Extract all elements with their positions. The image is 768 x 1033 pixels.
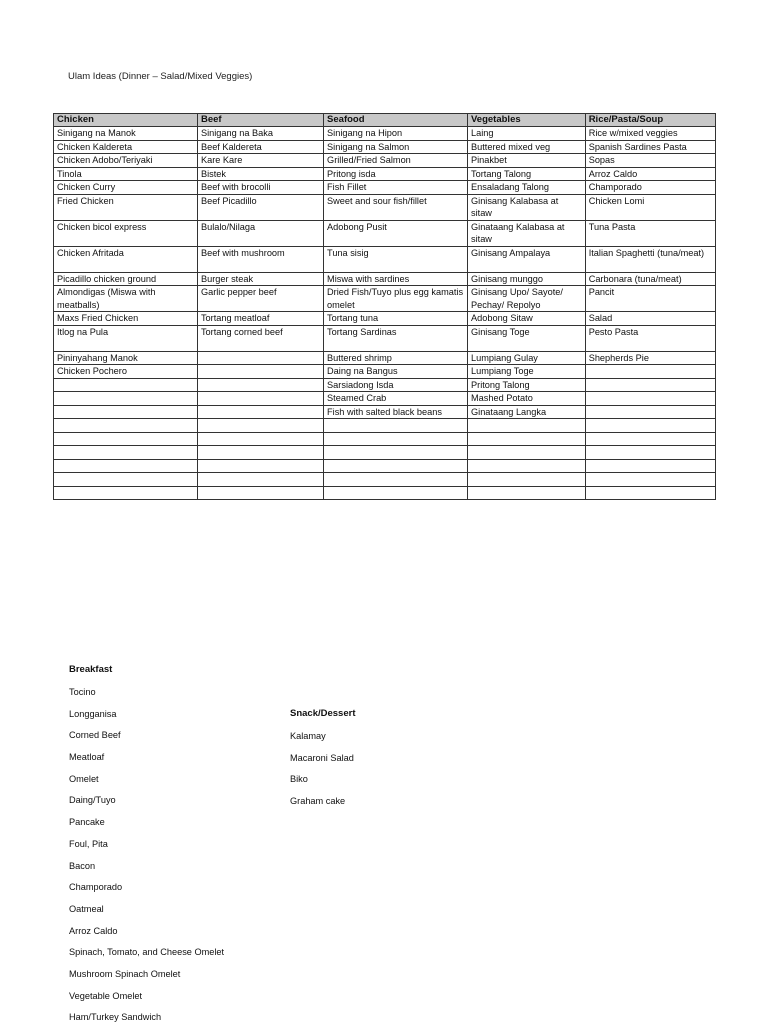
table-cell — [54, 405, 198, 419]
table-cell — [468, 446, 586, 460]
breakfast-item: Bacon — [69, 860, 96, 871]
table-row — [54, 194, 716, 220]
table-cell: Adobong Pusit — [324, 220, 468, 246]
table-cell — [468, 486, 586, 500]
table-cell: Spanish Sardines Pasta — [585, 140, 715, 154]
table-cell: Lumpiang Gulay — [468, 351, 586, 365]
table-cell — [585, 459, 715, 473]
table-cell — [324, 486, 468, 500]
table-row — [54, 419, 716, 433]
table-cell — [197, 378, 323, 392]
table-cell — [585, 392, 715, 406]
table-cell: Almondigas (Miswa with meatballs) — [54, 286, 198, 312]
table-cell — [54, 432, 198, 446]
table-cell: Pancit — [585, 286, 715, 312]
table-cell: Lumpiang Toge — [468, 365, 586, 379]
table-cell — [585, 432, 715, 446]
table-cell: Sinigang na Salmon — [324, 140, 468, 154]
table-cell — [324, 432, 468, 446]
breakfast-item: Corned Beef — [69, 730, 121, 741]
table-cell — [54, 378, 198, 392]
table-cell: Steamed Crab — [324, 392, 468, 406]
table-cell: Beef Kaldereta — [197, 140, 323, 154]
breakfast-item: Vegetable Omelet — [69, 990, 143, 1001]
table-cell: Sinigang na Hipon — [324, 127, 468, 141]
breakfast-item: Mushroom Spinach Omelet — [69, 968, 181, 979]
table-cell — [54, 446, 198, 460]
table-cell — [54, 459, 198, 473]
table-cell — [585, 405, 715, 419]
table-row — [54, 286, 716, 312]
table-cell: Sarsiadong Isda — [324, 378, 468, 392]
table-row — [54, 220, 716, 246]
table-row — [54, 140, 716, 154]
breakfast-item: Champorado — [69, 882, 123, 893]
table-cell — [54, 486, 198, 500]
table-cell: Chicken Lomi — [585, 194, 715, 220]
table-cell: Ginisang munggo — [468, 272, 586, 286]
table-cell — [585, 473, 715, 487]
breakfast-item: Pancake — [69, 817, 105, 828]
breakfast-item: Meatloaf — [69, 752, 105, 763]
table-cell: Dried Fish/Tuyo plus egg kamatis omelet — [324, 286, 468, 312]
table-cell — [468, 432, 586, 446]
table-cell: Italian Spaghetti (tuna/meat) — [585, 246, 715, 272]
table-cell: Ginisang Upo/ Sayote/ Pechay/ Repolyo — [468, 286, 586, 312]
table-cell — [54, 473, 198, 487]
table-row — [54, 325, 716, 351]
table-cell: Itlog na Pula — [54, 325, 198, 351]
table-cell: Salad — [585, 312, 715, 326]
table-cell — [585, 378, 715, 392]
table-cell — [324, 473, 468, 487]
breakfast-item: Ham/Turkey Sandwich — [69, 1012, 162, 1023]
table-row — [54, 351, 716, 365]
table-cell — [585, 486, 715, 500]
table-cell: Fish Fillet — [324, 181, 468, 195]
breakfast-item: Daing/Tuyo — [69, 795, 116, 806]
table-row — [54, 167, 716, 181]
table-cell — [197, 351, 323, 365]
table-cell — [197, 405, 323, 419]
table-cell: Chicken Adobo/Teriyaki — [54, 154, 198, 168]
ulam-ideas-table — [53, 113, 716, 500]
table-cell: Sopas — [585, 154, 715, 168]
table-cell — [197, 473, 323, 487]
table-cell: Ginataang Langka — [468, 405, 586, 419]
table-cell: Bulalo/Nilaga — [197, 220, 323, 246]
table-cell: Pinakbet — [468, 154, 586, 168]
table-cell: Tinola — [54, 167, 198, 181]
table-row — [54, 473, 716, 487]
table-row — [54, 405, 716, 419]
breakfast-item: Foul, Pita — [69, 838, 108, 849]
snack-dessert-item: Macaroni Salad — [290, 752, 354, 763]
table-cell: Champorado — [585, 181, 715, 195]
breakfast-item: Omelet — [69, 773, 99, 784]
table-cell: Pesto Pasta — [585, 325, 715, 351]
table-cell: Burger steak — [197, 272, 323, 286]
table-cell: Maxs Fried Chicken — [54, 312, 198, 326]
table-row — [54, 272, 716, 286]
table-cell — [197, 365, 323, 379]
table-cell: Kare Kare — [197, 154, 323, 168]
table-cell: Tortang tuna — [324, 312, 468, 326]
table-cell: Pininyahang Manok — [54, 351, 198, 365]
breakfast-list — [69, 686, 224, 1033]
table-cell: Pritong isda — [324, 167, 468, 181]
table-cell: Buttered shrimp — [324, 351, 468, 365]
table-cell — [54, 419, 198, 433]
snack-dessert-list — [290, 730, 354, 817]
table-cell: Pritong Talong — [468, 378, 586, 392]
table-header-row — [54, 114, 716, 127]
table-cell: Chicken Afritada — [54, 246, 198, 272]
table-cell: Fish with salted black beans — [324, 405, 468, 419]
table-cell: Mashed Potato — [468, 392, 586, 406]
table-row — [54, 486, 716, 500]
table-cell: Tuna Pasta — [585, 220, 715, 246]
table-cell — [197, 392, 323, 406]
table-row — [54, 181, 716, 195]
table-cell — [468, 459, 586, 473]
table-cell: Ginisang Kalabasa at sitaw — [468, 194, 586, 220]
table-cell: Picadillo chicken ground — [54, 272, 198, 286]
table-cell: Beef Picadillo — [197, 194, 323, 220]
breakfast-item: Arroz Caldo — [69, 925, 118, 936]
table-cell: Shepherds Pie — [585, 351, 715, 365]
breakfast-heading: Breakfast — [69, 664, 113, 675]
table-row — [54, 392, 716, 406]
table-cell: Carbonara (tuna/meat) — [585, 272, 715, 286]
table-cell — [585, 365, 715, 379]
table-cell: Garlic pepper beef — [197, 286, 323, 312]
header-rice-pasta-soup: Rice/Pasta/Soup — [585, 114, 715, 127]
table-cell — [197, 486, 323, 500]
table-cell: Ensaladang Talong — [468, 181, 586, 195]
table-cell — [585, 419, 715, 433]
table-cell — [197, 459, 323, 473]
header-chicken: Chicken — [54, 114, 198, 127]
table-cell: Tortang Talong — [468, 167, 586, 181]
table-cell: Tuna sisig — [324, 246, 468, 272]
table-cell: Ginataang Kalabasa at sitaw — [468, 220, 586, 246]
table-row — [54, 365, 716, 379]
snack-dessert-item: Kalamay — [290, 731, 326, 741]
table-cell: Tortang corned beef — [197, 325, 323, 351]
table-row — [54, 432, 716, 446]
table-cell — [197, 419, 323, 433]
table-cell: Laing — [468, 127, 586, 141]
table-cell: Miswa with sardines — [324, 272, 468, 286]
table-cell: Chicken Pochero — [54, 365, 198, 379]
table-row — [54, 154, 716, 168]
table-cell: Buttered mixed veg — [468, 140, 586, 154]
table-cell — [197, 446, 323, 460]
table-cell: Beef with mushroom — [197, 246, 323, 272]
table-row — [54, 246, 716, 272]
table-row — [54, 127, 716, 141]
table-row — [54, 459, 716, 473]
table-row — [54, 378, 716, 392]
table-cell — [324, 446, 468, 460]
table-cell — [324, 459, 468, 473]
table-cell: Sinigang na Manok — [54, 127, 198, 141]
header-beef: Beef — [197, 114, 323, 127]
header-seafood: Seafood — [324, 114, 468, 127]
table-cell — [468, 419, 586, 433]
table-cell — [197, 432, 323, 446]
table-cell: Tortang meatloaf — [197, 312, 323, 326]
table-cell: Grilled/Fried Salmon — [324, 154, 468, 168]
breakfast-item: Oatmeal — [69, 903, 104, 914]
table-cell: Fried Chicken — [54, 194, 198, 220]
breakfast-item: Spinach, Tomato, and Cheese Omelet — [69, 947, 225, 958]
table-row — [54, 446, 716, 460]
snack-dessert-heading: Snack/Dessert — [290, 708, 356, 719]
breakfast-item: Tocino — [69, 687, 96, 697]
table-cell — [54, 392, 198, 406]
table-cell — [468, 473, 586, 487]
table-cell: Chicken Curry — [54, 181, 198, 195]
table-cell: Sweet and sour fish/fillet — [324, 194, 468, 220]
table-cell: Chicken bicol express — [54, 220, 198, 246]
snack-dessert-item: Graham cake — [290, 796, 346, 807]
table-body — [54, 127, 716, 500]
table-cell: Rice w/mixed veggies — [585, 127, 715, 141]
table-cell: Daing na Bangus — [324, 365, 468, 379]
table-cell — [324, 419, 468, 433]
header-vegetables: Vegetables — [468, 114, 586, 127]
table-cell: Beef with brocolli — [197, 181, 323, 195]
table-cell: Adobong Sitaw — [468, 312, 586, 326]
table-cell: Arroz Caldo — [585, 167, 715, 181]
table-cell: Tortang Sardinas — [324, 325, 468, 351]
table-row — [54, 312, 716, 326]
snack-dessert-item: Biko — [290, 774, 308, 785]
breakfast-item: Longganisa — [69, 708, 117, 719]
table-cell: Bistek — [197, 167, 323, 181]
document-title: Ulam Ideas (Dinner – Salad/Mixed Veggies) — [68, 71, 253, 82]
table-cell: Chicken Kaldereta — [54, 140, 198, 154]
table-cell: Sinigang na Baka — [197, 127, 323, 141]
table-cell: Ginisang Toge — [468, 325, 586, 351]
table-cell: Ginisang Ampalaya — [468, 246, 586, 272]
table-cell — [585, 446, 715, 460]
